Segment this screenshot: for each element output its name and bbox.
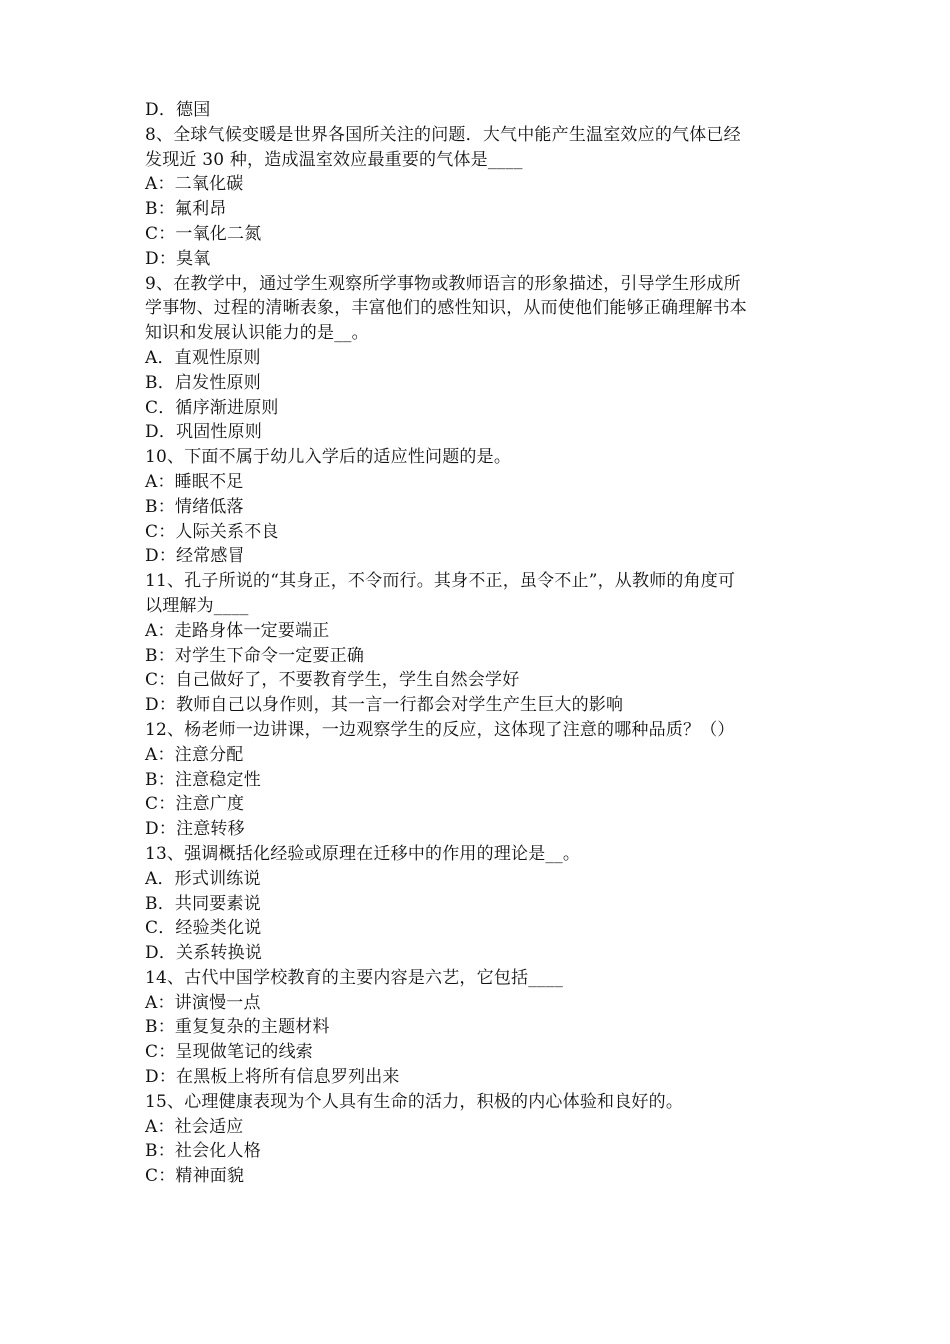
question-10-option-b: B：情绪低落 — [145, 496, 244, 517]
question-15-option-a: A：社会适应 — [145, 1116, 244, 1137]
question-10-option-d: D：经常感冒 — [145, 546, 245, 567]
question-14-option-d: D：在黑板上将所有信息罗列出来 — [145, 1067, 400, 1088]
question-11-line-2: 以理解为____ — [145, 595, 249, 616]
question-12-option-c: C：注意广度 — [145, 794, 245, 815]
question-8-option-c: C：一氧化二氮 — [145, 223, 262, 244]
question-13-option-d: D．关系转换说 — [145, 943, 263, 964]
question-13-option-a: A．形式训练说 — [145, 868, 261, 889]
question-8-line-2: 发现近 30 种，造成温室效应最重要的气体是____ — [145, 149, 523, 170]
question-13-line-1: 13、强调概括化经验或原理在迁移中的作用的理论是__。 — [145, 843, 581, 864]
question-9-line-1: 9、在教学中，通过学生观察所学事物或教师语言的形象描述，引导学生形成所 — [145, 273, 741, 294]
question-15-line-1: 15、心理健康表现为个人具有生命的活力，积极的内心体验和良好的。 — [145, 1091, 684, 1112]
question-13-option-b: B．共同要素说 — [145, 893, 261, 914]
question-12-line-1: 12、杨老师一边讲课，一边观察学生的反应，这体现了注意的哪种品质？（） — [145, 719, 735, 740]
question-15-option-c: C：精神面貌 — [145, 1166, 245, 1187]
question-9-line-2: 学事物、过程的清晰表象，丰富他们的感性知识，从而使他们能够正确理解书本 — [145, 298, 747, 319]
question-10-line-1: 10、下面不属于幼儿入学后的适应性问题的是。 — [145, 447, 512, 468]
question-9-option-a: A．直观性原则 — [145, 347, 261, 368]
question-8-line-1: 8、全球气候变暖是世界各国所关注的问题．大气中能产生温室效应的气体已经 — [145, 124, 741, 145]
question-text-block — [145, 98, 810, 1189]
question-9-line-3: 知识和发展认识能力的是__。 — [145, 323, 369, 344]
question-8-option-b: B：氟利昂 — [145, 199, 227, 220]
question-9-option-d: D．巩固性原则 — [145, 422, 263, 443]
question-13-option-c: C．经验类化说 — [145, 918, 262, 939]
question-9-option-c: C．循序渐进原则 — [145, 397, 279, 418]
question-12-option-a: A：注意分配 — [145, 744, 244, 765]
question-12-option-d: D：注意转移 — [145, 819, 245, 840]
question-14-line-1: 14、古代中国学校教育的主要内容是六艺，它包括____ — [145, 967, 564, 988]
question-14-option-c: C：呈现做笔记的线索 — [145, 1042, 314, 1063]
question-14-option-b: B：重复复杂的主题材料 — [145, 1017, 330, 1038]
question-14-option-a: A：讲演慢一点 — [145, 992, 261, 1013]
question-9-option-b: B．启发性原则 — [145, 372, 261, 393]
question-11-option-b: B：对学生下命令一定要正确 — [145, 645, 365, 666]
option-d-previous: D．德国 — [145, 100, 211, 120]
question-8-option-d: D：臭氧 — [145, 248, 211, 269]
question-11-line-1: 11、孔子所说的“其身正，不令而行。其身不正，虽令不止”，从教师的角度可 — [145, 571, 736, 592]
question-10-option-c: C：人际关系不良 — [145, 521, 279, 542]
question-11-option-c: C：自己做好了，不要教育学生，学生自然会学好 — [145, 670, 520, 691]
question-11-option-d: D：教师自己以身作则，其一言一行都会对学生产生巨大的影响 — [145, 695, 624, 716]
question-12-option-b: B：注意稳定性 — [145, 769, 261, 790]
question-15-option-b: B：社会化人格 — [145, 1141, 261, 1162]
question-8-option-a: A：二氧化碳 — [145, 174, 244, 195]
question-10-option-a: A：睡眠不足 — [145, 471, 244, 492]
question-11-option-a: A：走路身体一定要端正 — [145, 620, 330, 641]
